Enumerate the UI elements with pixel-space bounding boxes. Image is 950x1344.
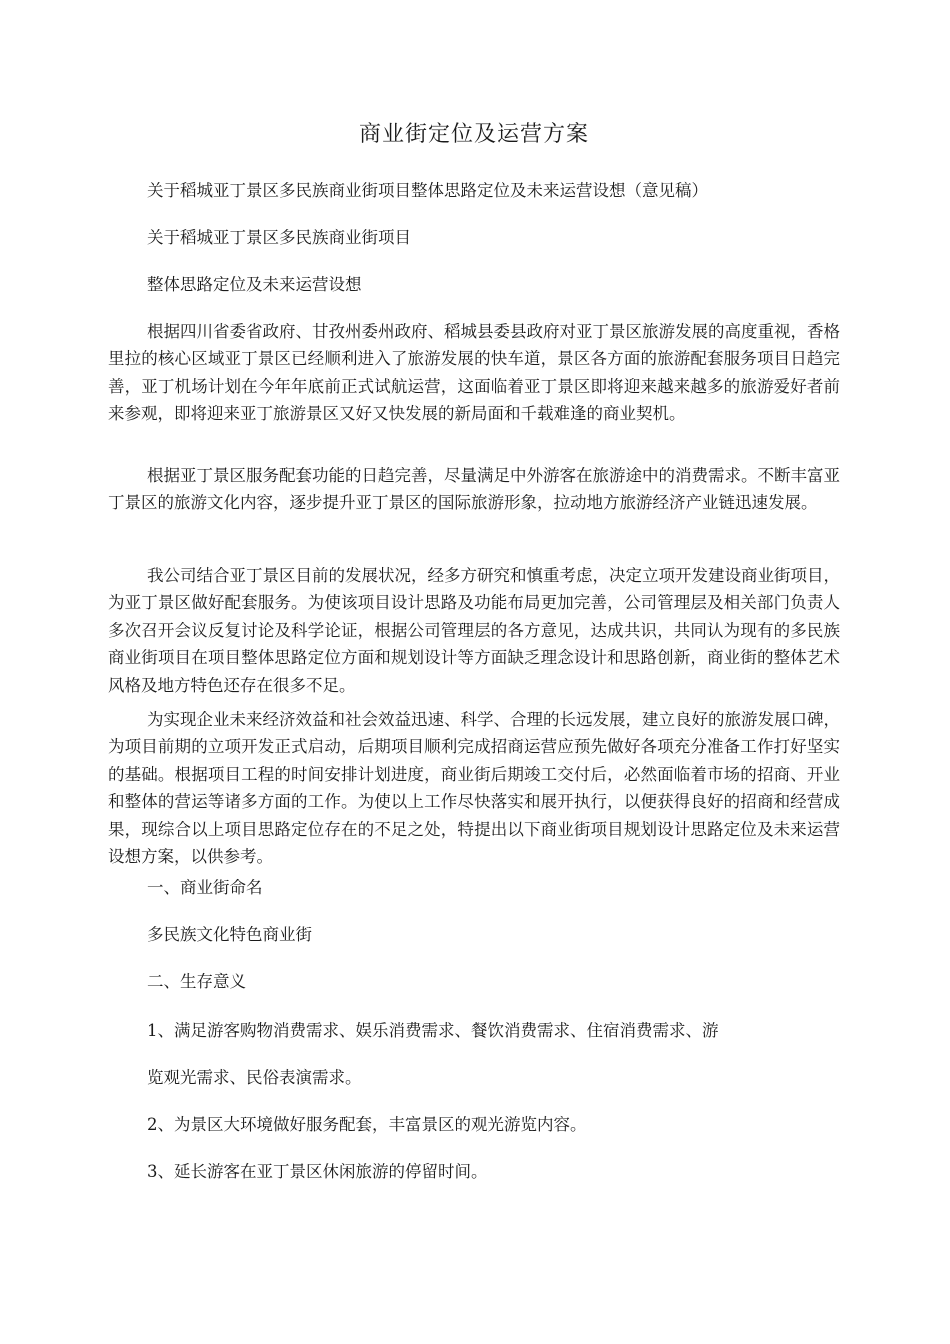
list-item-1-line-2: 览观光需求、民俗表演需求。 [147,1068,362,1087]
subtitle-full: 关于稻城亚丁景区多民族商业街项目整体思路定位及未来运营设想（意见稿） [147,181,708,200]
section-1-body: 多民族文化特色商业街 [147,925,312,944]
section-2-heading: 二、生存意义 [147,972,246,991]
list-item-2: 2、为景区大环境做好服务配套，丰富景区的观光游览内容。 [147,1115,587,1134]
section-1-heading: 一、商业街命名 [147,878,263,897]
list-item-3: 3、延长游客在亚丁景区休闲旅游的停留时间。 [147,1162,488,1181]
body-paragraph-3: 我公司结合亚丁景区目前的发展状况，经多方研究和慎重考虑，决定立项开发建设商业街项目，为亚丁景区做好配套服务。为使该项目设计思路及功能布局更加完善，公司管理层及相关部门负责人多次召开会议反复讨论及科学论证，根据公司管理层的各方意见，达成共识，共同认为现有的多民族商业街项目在项目整体思路定位方面和规划设计等方面缺乏理念设计和思路创新，商业街的整体艺术风格及地方特色还存在很多不足。 [108,566,840,695]
body-paragraph-2: 根据亚丁景区服务配套功能的日趋完善，尽量满足中外游客在旅游途中的消费需求。不断丰富亚丁景区的旅游文化内容，逐步提升亚丁景区的国际旅游形象，拉动地方旅游经济产业链迅速发展。 [108,466,840,513]
subtitle-line-1: 关于稻城亚丁景区多民族商业街项目 [147,228,411,247]
document-title: 商业街定位及运营方案 [358,122,589,147]
subtitle-line-2: 整体思路定位及未来运营设想 [147,275,362,294]
list-item-1-line-1: 1、满足游客购物消费需求、娱乐消费需求、餐饮消费需求、住宿消费需求、游 [147,1021,719,1040]
body-paragraph-4: 为实现企业未来经济效益和社会效益迅速、科学、合理的长远发展，建立良好的旅游发展口碑，为项目前期的立项开发正式启动，后期项目顺利完成招商运营应预先做好各项充分准备工作打好坚实的基础。根据项目工程的时间安排计划进度，商业街后期竣工交付后，必然面临着市场的招商、开业和整体的营运等诸多方面的工作。为使以上工作尽快落实和展开执行，以便获得良好的招商和经营成果，现综合以上项目思路定位存在的不足之处，特提出以下商业街项目规划设计思路定位及未来运营设想方案，以供参考。 [108,710,840,867]
body-paragraph-1: 根据四川省委省政府、甘孜州委州政府、稻城县委县政府对亚丁景区旅游发展的高度重视，香格里拉的核心区域亚丁景区已经顺利进入了旅游发展的快车道，景区各方面的旅游配套服务项目日趋完善，亚丁机场计划在今年年底前正式试航运营，这面临着亚丁景区即将迎来越来越多的旅游爱好者前来参观，即将迎来亚丁旅游景区又好又快发展的新局面和千载难逢的商业契机。 [108,322,840,424]
